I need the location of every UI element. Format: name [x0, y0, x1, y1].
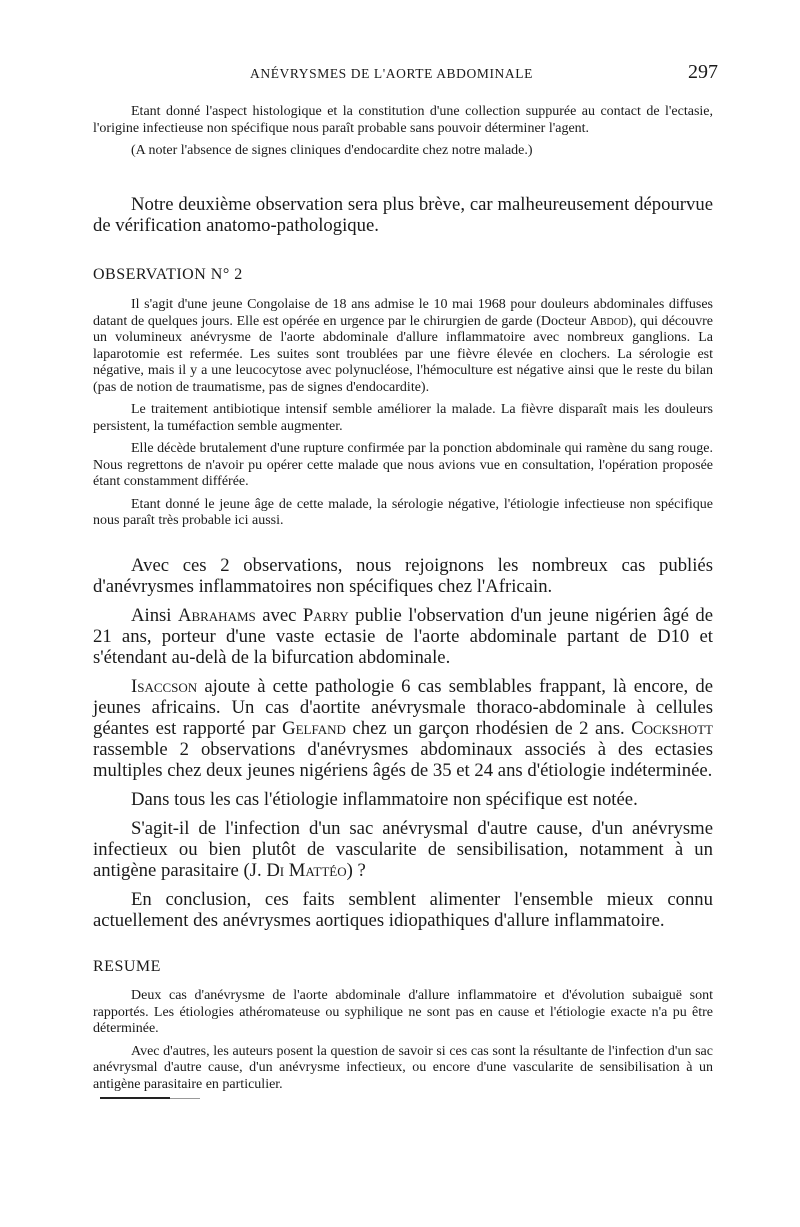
observation-paragraph-1: Il s'agit d'une jeune Congolaise de 18 ans admise le 10 mai 1968 pour douleurs abdominales diffuses datant de quelques jours. Elle est opérée en urgence par le chirurgien de garde (Docteur Abdod), qui découvre un volumineux anévrysme de l'aorte abdominale d'allure inflammatoire avec nombreux ganglions. La laparotomie est refermée. Les suites sont troublées par une fièvre élevée en clochers. La sérologie est négative, mais il y a une leucocytose avec polynucléose, l'hémoculture est négative ainsi que le reste du bilan (pas de notion de traumatisme, pas de signes d'endocardite).	[93, 297, 713, 395]
resume-body	[93, 988, 713, 1093]
author-name: Gelfand	[282, 718, 346, 739]
discussion-paragraph-2: Ainsi Abrahams avec Parry publie l'observation d'un jeune nigérien âgé de 21 ans, porteur d'une vaste ectasie de l'aorte abdominale partant de D10 et s'étendant au-delà de la bifurcation abdominale.	[93, 605, 713, 668]
discussion-paragraph-4: Dans tous les cas l'étiologie inflammatoire non spécifique est notée.	[131, 789, 638, 810]
discussion-paragraph-6: En conclusion, ces faits semblent alimenter l'ensemble mieux connu actuellement des anévrysmes aortiques idiopathiques d'allure inflammatoire.	[93, 889, 713, 931]
author-name: Isaccson	[131, 676, 198, 697]
author-name: Cockshott	[631, 718, 713, 739]
observation-body	[93, 297, 713, 530]
author-name: Di Mattéo	[266, 860, 347, 881]
observation-heading: OBSERVATION N° 2	[93, 266, 243, 283]
intro-large-text	[93, 194, 713, 236]
running-head: ANÉVRYSMES DE L'AORTE ABDOMINALE	[250, 66, 533, 81]
intro-small-text	[93, 104, 713, 160]
observation-paragraph-2: Le traitement antibiotique intensif semble améliorer la malade. La fièvre disparaît mais les douleurs persistent, la tuméfaction semble augmenter.	[93, 402, 713, 434]
ink-underline-mark-faint	[170, 1098, 200, 1099]
page-number: 297	[688, 61, 718, 83]
discussion-paragraph-3: Isaccson ajoute à cette pathologie 6 cas semblables frappant, là encore, de jeunes africains. Un cas d'aortite anévrysmale thoraco-abdominale à cellules géantes est rapporté par Gelfand chez un garçon rhodésien de 2 ans. Cockshott rassemble 2 observations d'anévrysmes abdominaux associés à des ectasies multiples chez deux jeunes nigériens âgés de 35 et 24 ans d'étiologie indéterminée.	[93, 676, 713, 781]
discussion-body	[93, 555, 713, 931]
resume-paragraph-1: Deux cas d'anévrysme de l'aorte abdominale d'allure inflammatoire et d'évolution subaiguë sont rapportés. Les étiologies athéromateuse ou syphilique ne sont pas en cause et l'étiologie exacte n'a pu être déterminée.	[93, 988, 713, 1036]
page-header	[0, 61, 800, 88]
intro-paragraph-1: Etant donné l'aspect histologique et la constitution d'une collection suppurée au contact de l'ectasie, l'origine infectieuse non spécifique nous paraît probable sans pouvoir déterminer l'agent.	[93, 104, 713, 136]
observation-paragraph-4: Etant donné le jeune âge de cette malade, la sérologie négative, l'étiologie infectieuse non spécifique nous paraît très probable ici aussi.	[93, 496, 713, 528]
resume-heading: RESUME	[93, 958, 161, 975]
discussion-paragraph-5: S'agit-il de l'infection d'un sac anévrysmal d'autre cause, d'un anévrysme infectieux ou bien plutôt de vascularite de sensibilisation, notamment à un antigène parasitaire (J. Di Mattéo) ?	[93, 818, 713, 881]
author-name: Abrahams	[177, 605, 256, 626]
resume-paragraph-2: Avec d'autres, les auteurs posent la question de savoir si ces cas sont la résultante de l'infection d'un sac anévrysmal d'autre cause, d'un anévrysme infectieux, ou encore d'une vascularite de sensibilisation à un antigène parasitaire en particulier.	[93, 1043, 713, 1092]
author-name: Parry	[302, 605, 349, 626]
ink-underline-mark	[100, 1097, 170, 1099]
discussion-paragraph-1: Avec ces 2 observations, nous rejoignons les nombreux cas publiés d'anévrysmes inflammatoires non spécifiques chez l'Africain.	[93, 555, 713, 597]
observation-paragraph-3: Elle décède brutalement d'une rupture confirmée par la ponction abdominale qui ramène du sang rouge. Nous regrettons de n'avoir pu opérer cette malade que nous avions vue en consultation, l'opération proposée étant constamment différée.	[93, 441, 713, 489]
intro-paragraph-2: (A noter l'absence de signes cliniques d'endocardite chez notre malade.)	[131, 143, 533, 158]
author-name: Abdod	[589, 313, 629, 329]
intro-paragraph-3: Notre deuxième observation sera plus brève, car malheureusement dépourvue de vérification anatomo-pathologique.	[93, 194, 713, 236]
